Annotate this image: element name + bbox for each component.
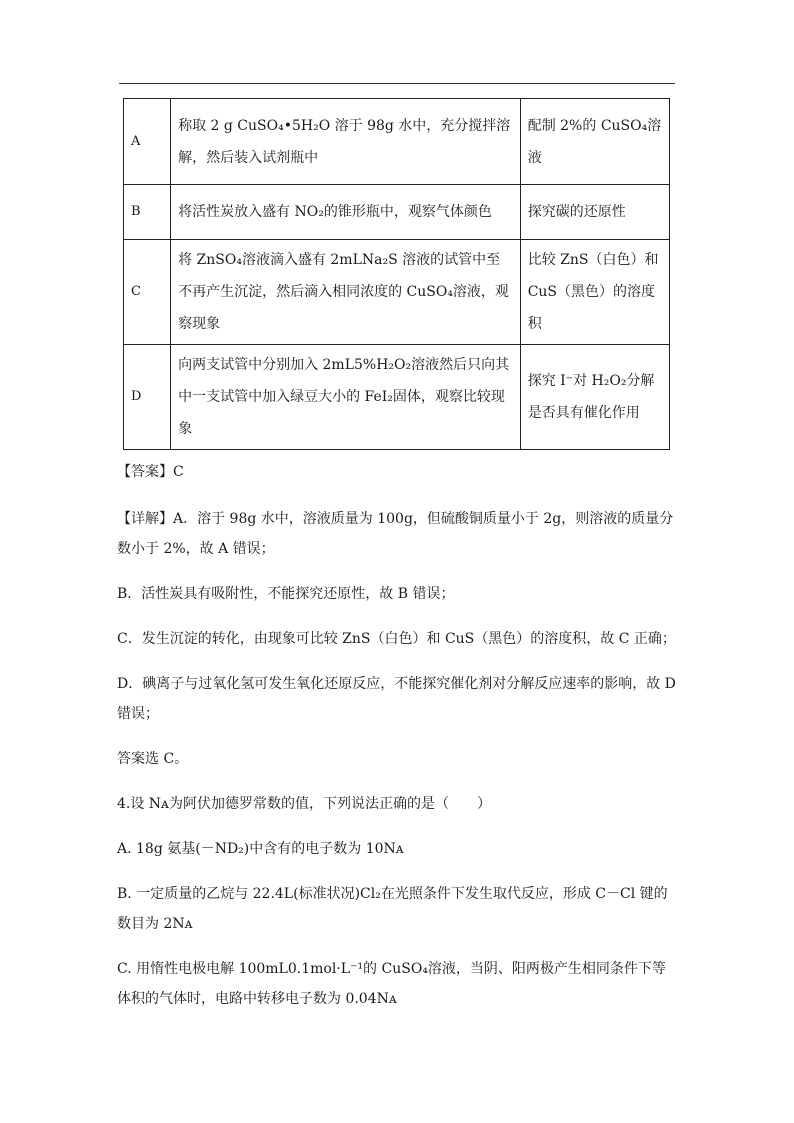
- detail-b: B．活性炭具有吸附性，不能探究还原性，故 B 错误；: [117, 586, 455, 602]
- experiment-table: [123, 98, 670, 450]
- question-4-option-a: A. 18g 氨基(－ND₂)中含有的电子数为 10Nᴀ: [117, 841, 404, 857]
- row-action: 将活性炭放入盛有 NO₂的锥形瓶中，观察气体颜色: [171, 185, 521, 240]
- row-purpose: 比较 ZnS（白色）和 CuS（黑色）的溶度积: [520, 240, 669, 345]
- header-rule: [119, 83, 675, 84]
- row-action: 向两支试管中分别加入 2mL5%H₂O₂溶液然后只向其中一支试管中加入绿豆大小的 FeI₂固体，观察比较现象: [171, 345, 521, 450]
- answer-line: 【答案】C: [117, 464, 184, 480]
- row-label: A: [124, 99, 171, 185]
- table-row: [124, 345, 670, 450]
- row-label: D: [124, 345, 171, 450]
- question-4-option-b: B. 一定质量的乙烷与 22.4L(标准状况)Cl₂在光照条件下发生取代反应，形成 C－Cl 键的数目为 2Nᴀ: [117, 886, 668, 932]
- row-purpose: 探究 I⁻对 H₂O₂分解是否具有催化作用: [520, 345, 669, 450]
- row-label: B: [124, 185, 171, 240]
- question-4-option-c: C. 用惰性电极电解 100mL0.1mol·L⁻¹的 CuSO₄溶液，当阴、阳两极产生相同条件下等体积的气体时，电路中转移电子数为 0.04Nᴀ: [117, 961, 666, 1007]
- detail-c: C．发生沉淀的转化，由现象可比较 ZnS（白色）和 CuS（黑色）的溶度积，故 C 正确；: [117, 631, 676, 647]
- table-row: [124, 99, 670, 185]
- row-action: 称取 2 g CuSO₄•5H₂O 溶于 98g 水中，充分搅拌溶解，然后装入试剂瓶中: [171, 99, 521, 185]
- row-action: 将 ZnSO₄溶液滴入盛有 2mLNa₂S 溶液的试管中至不再产生沉淀，然后滴入相同浓度的 CuSO₄溶液，观察现象: [171, 240, 521, 345]
- row-purpose: 探究碳的还原性: [520, 185, 669, 240]
- detail-a: 【详解】A．溶于 98g 水中，溶液质量为 100g，但硫酸铜质量小于 2g，则溶液的质量分数小于 2%，故 A 错误；: [117, 511, 674, 557]
- row-label: C: [124, 240, 171, 345]
- table-row: [124, 185, 670, 240]
- table-row: [124, 240, 670, 345]
- detail-d: D．碘离子与过氧化氢可发生氧化还原反应，不能探究催化剂对分解反应速率的影响，故 D 错误；: [117, 676, 676, 722]
- row-purpose: 配制 2%的 CuSO₄溶液: [520, 99, 669, 185]
- question-4-stem: 4.设 Nᴀ为阿伏加德罗常数的值，下列说法正确的是（ ）: [117, 796, 491, 812]
- answer-conclusion: 答案选 C。: [117, 751, 189, 767]
